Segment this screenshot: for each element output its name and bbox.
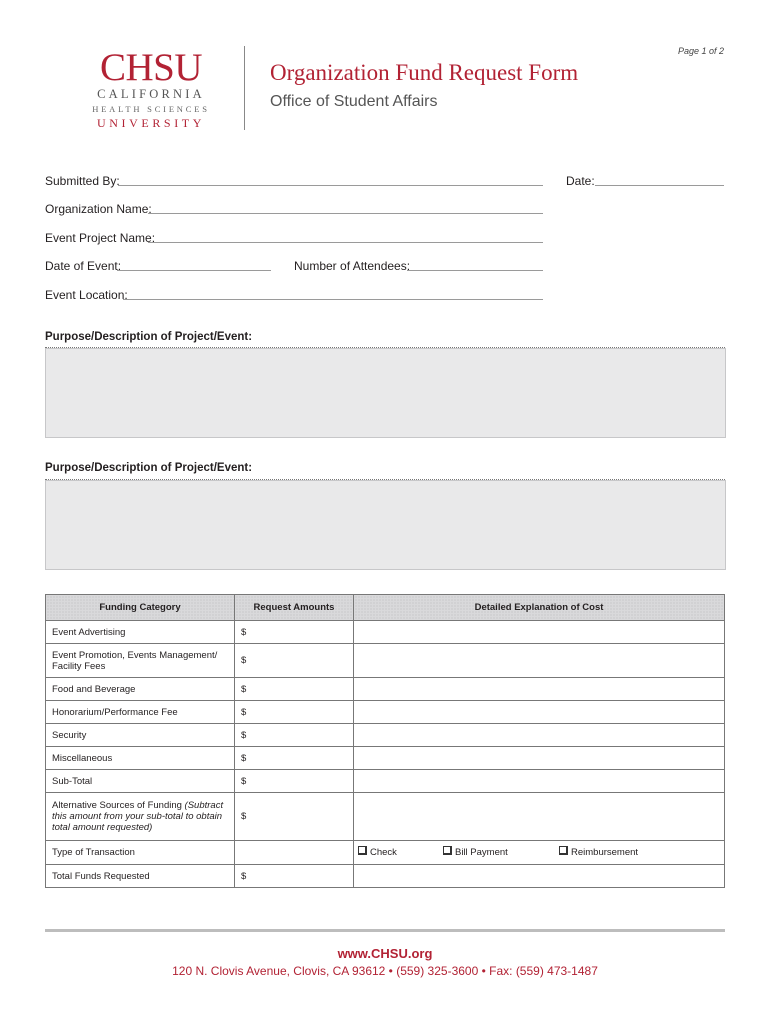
row-explanation-field[interactable] [354,701,725,724]
table-row [46,678,725,701]
event-project-name-label: Event Project Name: [45,231,156,245]
event-project-name-field[interactable] [148,242,543,243]
alternative-amount-field[interactable]: $ [235,793,354,841]
row-explanation-field[interactable] [354,770,725,793]
table-row [46,644,725,678]
row-amount-field[interactable]: $ [235,747,354,770]
total-funds-label: Total Funds Requested [46,865,235,888]
transaction-type-label: Type of Transaction [46,841,235,865]
purpose-section-title-2: Purpose/Description of Project/Event: [45,462,253,474]
row-category: Security [46,724,235,747]
alternative-explanation-field[interactable] [354,793,725,841]
checkbox-icon[interactable] [559,846,568,855]
event-location-field[interactable] [123,299,543,300]
date-of-event-field[interactable] [117,270,271,271]
transaction-options [354,841,725,865]
row-explanation-field[interactable] [354,621,725,644]
date-label: Date: [566,174,595,188]
header-detailed-explanation: Detailed Explanation of Cost [354,595,725,621]
form-subtitle: Office of Student Affairs [270,93,438,110]
row-category: Event Promotion, Events Management/ Facility Fees [46,644,235,678]
check-option-label: Check [370,847,397,858]
number-of-attendees-label: Number of Attendees: [294,259,411,273]
chsu-logo [92,46,210,131]
reimbursement-option-label: Reimbursement [571,847,639,858]
reimbursement-option[interactable] [559,847,638,858]
checkbox-icon[interactable] [358,846,367,855]
transaction-type-row [46,841,725,865]
footer-address: 120 N. Clovis Avenue, Clovis, CA 93612 • (559) 325-3600 • Fax: (559) 473-1487 [172,964,598,978]
organization-name-field[interactable] [148,213,543,214]
logo-line-3: UNIVERSITY [97,116,205,130]
submitted-by-label: Submitted By: [45,174,120,188]
logo-line-1: CALIFORNIA [97,87,205,101]
alternative-funding-label: Alternative Sources of Funding [52,800,182,811]
logo-mark: CHSU [99,46,203,89]
date-of-event-label: Date of Event: [45,259,122,273]
number-of-attendees-field[interactable] [407,270,543,271]
purpose-section-title-1: Purpose/Description of Project/Event: [45,331,253,343]
purpose-textbox-1[interactable] [45,348,726,438]
page-number: Page 1 of 2 [677,46,724,56]
alternative-funding-label-cell [46,793,235,841]
table-row [46,621,725,644]
checkbox-icon[interactable] [443,846,452,855]
row-amount-field[interactable]: $ [235,644,354,678]
row-amount-field[interactable]: $ [235,701,354,724]
table-row [46,770,725,793]
header-request-amounts: Request Amounts [235,595,354,621]
header-divider [244,46,245,130]
alternative-funding-row [46,793,725,841]
table-row [46,701,725,724]
total-funds-row [46,865,725,888]
row-category: Sub-Total [46,770,235,793]
table-header-row [46,595,725,621]
row-explanation-field[interactable] [354,724,725,747]
row-amount-field[interactable]: $ [235,724,354,747]
table-row [46,747,725,770]
row-amount-field[interactable]: $ [235,678,354,701]
logo-line-2: HEALTH SCIENCES [92,104,210,114]
purpose-textbox-2[interactable] [45,480,726,570]
total-amount-field[interactable]: $ [235,865,354,888]
form-title: Organization Fund Request Form [270,60,579,85]
funding-table [45,594,725,888]
row-category: Miscellaneous [46,747,235,770]
row-explanation-field[interactable] [354,678,725,701]
organization-name-label: Organization Name: [45,202,152,216]
row-explanation-field[interactable] [354,644,725,678]
row-amount-field[interactable]: $ [235,621,354,644]
row-amount-field[interactable]: $ [235,770,354,793]
bill-payment-option[interactable] [443,847,508,858]
row-category: Honorarium/Performance Fee [46,701,235,724]
event-location-label: Event Location: [45,288,128,302]
footer-website-link[interactable]: www.CHSU.org [337,946,433,961]
total-explanation-field[interactable] [354,865,725,888]
submitted-by-field[interactable] [118,185,543,186]
transaction-amount-field[interactable] [235,841,354,865]
row-category: Event Advertising [46,621,235,644]
row-category: Food and Beverage [46,678,235,701]
check-option[interactable] [358,847,397,858]
bill-payment-option-label: Bill Payment [455,847,508,858]
row-explanation-field[interactable] [354,747,725,770]
footer-divider [45,929,725,932]
alternative-funding-note: (Subtract this amount from your sub-total to obtain total amount requested) [52,800,224,833]
date-field[interactable] [595,185,724,186]
table-row [46,724,725,747]
header-funding-category: Funding Category [46,595,235,621]
